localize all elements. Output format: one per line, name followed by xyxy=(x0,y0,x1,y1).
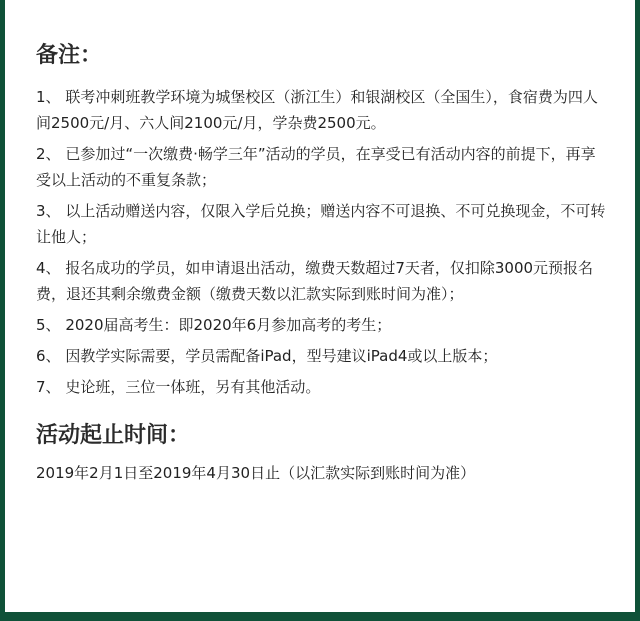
note-item-7 xyxy=(36,374,606,400)
note-number: 6、 xyxy=(36,347,61,365)
note-item-1 xyxy=(36,84,606,136)
note-number: 2、 xyxy=(36,145,61,163)
note-item-2 xyxy=(36,141,606,193)
content xyxy=(36,40,606,486)
note-text: 史论班，三位一体班，另有其他活动。 xyxy=(65,378,321,396)
note-text: 因教学实际需要，学员需配备iPad，型号建议iPad4或以上版本； xyxy=(65,347,498,365)
note-number: 1、 xyxy=(36,88,61,106)
note-text: 联考冲刺班教学环境为城堡校区（浙江生）和银湖校区（全国生），食宿费为四人间2500元/月、六人间2100元/月，学杂费2500元。 xyxy=(36,88,598,132)
note-item-5 xyxy=(36,312,606,338)
frame-right-border xyxy=(635,0,640,621)
period-heading: 活动起止时间： xyxy=(36,422,191,448)
notes-heading: 备注： xyxy=(36,42,103,68)
frame-bottom-border xyxy=(0,612,640,621)
note-number: 5、 xyxy=(36,316,61,334)
note-text: 报名成功的学员，如申请退出活动，缴费天数超过7天者，仅扣除3000元预报名费，退还其剩余缴费金额（缴费天数以汇款实际到账时间为准）； xyxy=(36,259,594,303)
note-text: 已参加过“一次缴费·畅学三年”活动的学员，在享受已有活动内容的前提下，再享受以上活动的不重复条款； xyxy=(36,145,596,189)
note-item-4 xyxy=(36,255,606,307)
notes-list xyxy=(36,84,606,400)
note-item-3 xyxy=(36,198,606,250)
note-text: 以上活动赠送内容，仅限入学后兑换；赠送内容不可退换、不可兑换现金，不可转让他人； xyxy=(36,202,606,246)
note-number: 3、 xyxy=(36,202,61,220)
period-text: 2019年2月1日至2019年4月30日止（以汇款实际到账时间为准） xyxy=(36,464,476,482)
frame-left-border xyxy=(0,0,5,621)
note-number: 7、 xyxy=(36,378,61,396)
note-text: 2020届高考生：即2020年6月参加高考的考生； xyxy=(65,316,392,334)
note-item-6 xyxy=(36,343,606,369)
note-number: 4、 xyxy=(36,259,61,277)
